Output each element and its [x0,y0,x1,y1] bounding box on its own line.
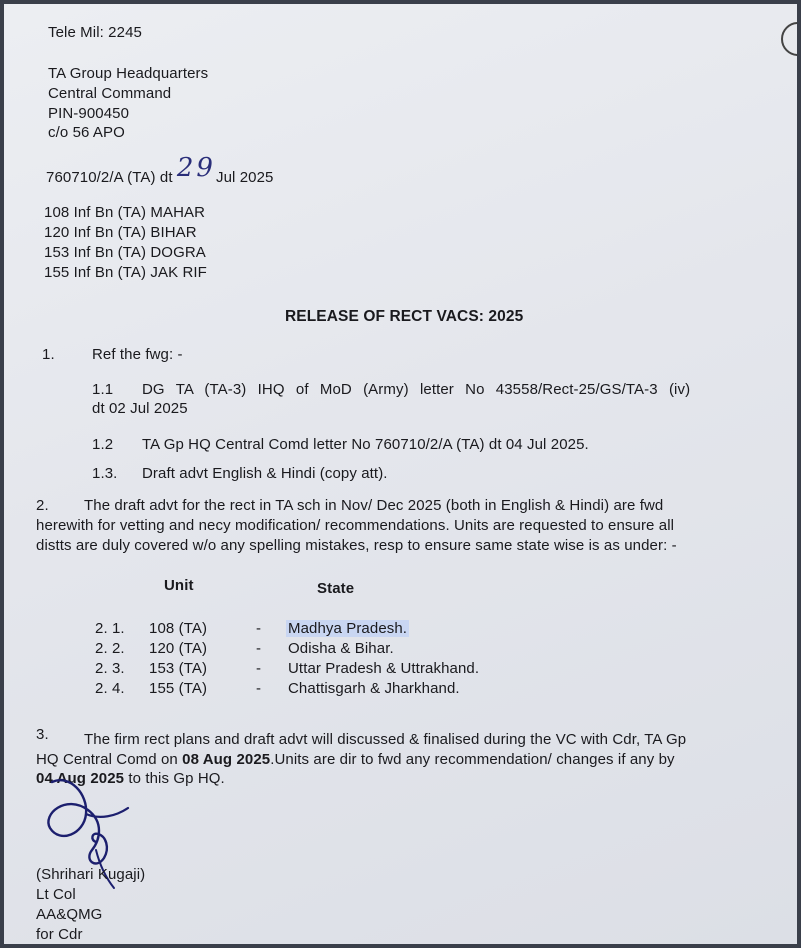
recipient-1: 108 Inf Bn (TA) MAHAR [44,204,206,221]
recipient-3: 153 Inf Bn (TA) DOGRA [44,244,206,261]
row-dash: - [256,680,262,697]
highlighted-state: Madhya Pradesh. [288,620,408,637]
address-line-3: PIN-900450 [48,105,130,122]
ref-date-suffix: Jul 2025 [215,169,274,186]
para3-line-2-end: .Units are dir to fwd any recommendation/ changes if any by [270,751,675,768]
para1-2-number: 1.2 [92,436,114,453]
recipient-4: 155 Inf Bn (TA) JAK RIF [44,264,207,281]
subject-heading: RELEASE OF RECT VACS: 2025 [285,308,524,325]
para1-text: Ref the fwg: - [92,346,183,363]
para2-line-2: herewith for vetting and necy modification/ recommendations. Units are requested to ensure all [36,517,675,534]
letter-page [4,4,797,944]
para1-number: 1. [42,346,55,363]
row-unit: 120 (TA) [149,640,208,657]
row-number: 2. 3. [95,660,125,677]
table-header-unit: Unit [164,577,194,594]
para1-1-number: 1.1 [92,381,114,398]
para3-line-3-end: to this Gp HQ. [124,770,225,787]
row-number: 2. 4. [95,680,125,697]
para1-2-text: TA Gp HQ Central Comd letter No 760710/2/A (TA) dt 04 Jul 2025. [142,436,589,453]
para3-line-2-start: HQ Central Comd on [36,751,183,768]
address-line-2: Central Command [48,85,172,102]
row-unit: 108 (TA) [149,620,208,637]
para2-line-1: The draft advt for the rect in TA sch in Nov/ Dec 2025 (both in English & Hindi) are fwd [84,497,664,514]
ref-handwritten-day: 29 [176,153,216,183]
ref-prefix: 760710/2/A (TA) dt [46,169,173,186]
row-state [286,620,409,638]
deadline-date: 04 Aug 2025 [36,770,125,787]
vc-date: 08 Aug 2025 [182,751,271,768]
table-header-state: State [317,580,355,597]
para2-number: 2. [36,497,49,514]
row-number: 2. 2. [95,640,125,657]
address-line-4: c/o 56 APO [48,124,125,141]
para1-1-text: DG TA (TA-3) IHQ of MoD (Army) letter No 43558/Rect-25/GS/TA-3 (iv) [142,381,691,398]
signatory-rank: Lt Col [36,886,76,903]
para3-number: 3. [36,726,49,743]
para3-line-2 [36,751,675,769]
address-line-1: TA Group Headquarters [48,65,209,82]
para2-line-3: distts are duly covered w/o any spelling mistakes, resp to ensure same state wise is as under: - [36,537,677,554]
para3-line-1: The firm rect plans and draft advt will discussed & finalised during the VC with Cdr, TA Gp [84,731,687,748]
recipient-2: 120 Inf Bn (TA) BIHAR [44,224,197,241]
tele-number: Tele Mil: 2245 [48,24,142,41]
signatory-appointment: AA&QMG [36,906,103,923]
row-unit: 153 (TA) [149,660,208,677]
signatory-name: (Shrihari Kugaji) [36,866,146,883]
row-state: Chattisgarh & Jharkhand. [288,680,460,697]
signatory-for: for Cdr [36,926,83,943]
row-state: Uttar Pradesh & Uttrakhand. [288,660,480,677]
corner-mark [781,22,797,56]
row-dash: - [256,620,262,637]
para1-1-text-cont: dt 02 Jul 2025 [92,400,188,417]
para1-3-text: Draft advt English & Hindi (copy att). [142,465,388,482]
reference-number [46,153,274,187]
para1-3-number: 1.3. [92,465,118,482]
row-state: Odisha & Bihar. [288,640,394,657]
row-number: 2. 1. [95,620,125,637]
row-dash: - [256,640,262,657]
row-unit: 155 (TA) [149,680,208,697]
row-dash: - [256,660,262,677]
